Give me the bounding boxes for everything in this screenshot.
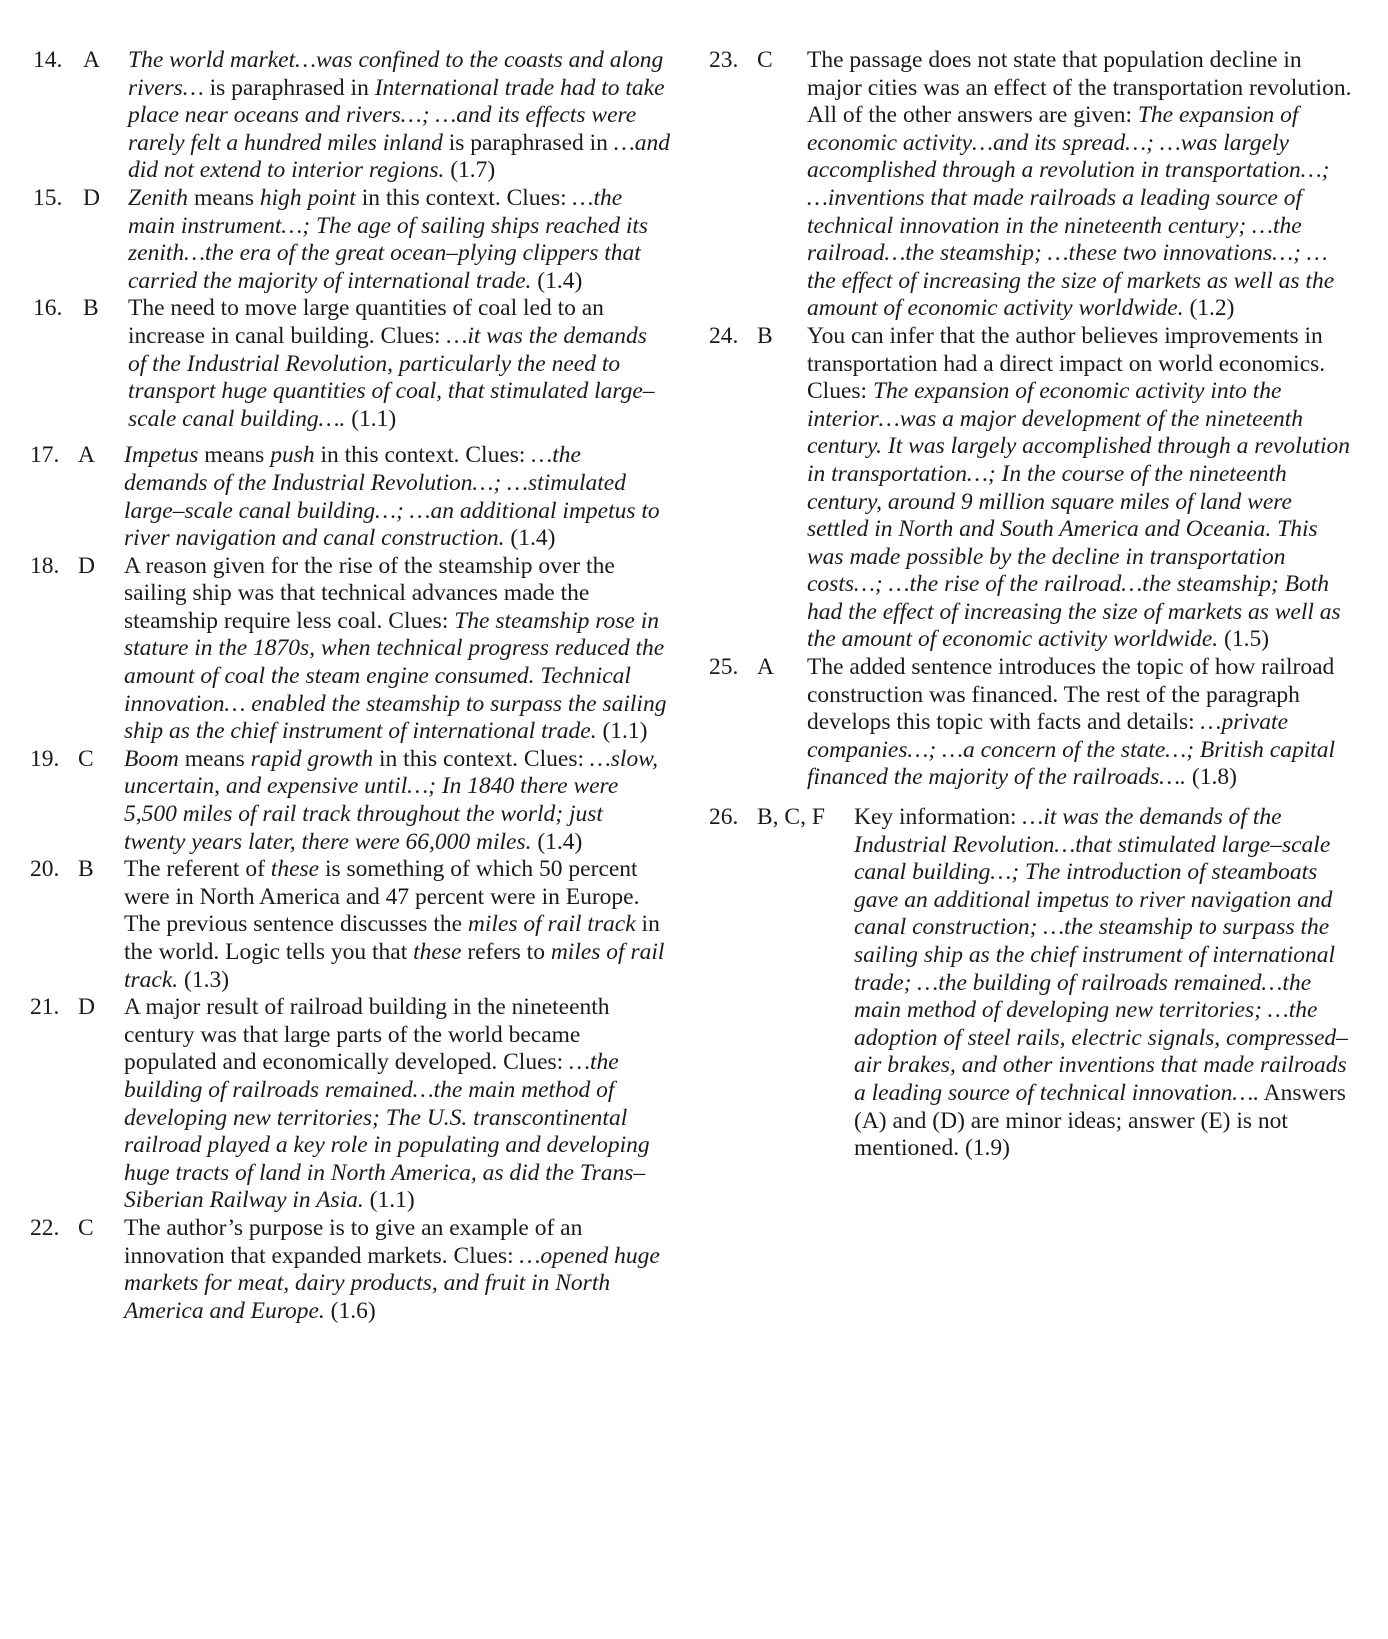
question-number: 26. bbox=[709, 804, 739, 831]
explanation-text bbox=[124, 442, 670, 552]
explanation-text bbox=[128, 47, 670, 185]
answer-letter: D bbox=[78, 552, 95, 579]
question-number: 22. bbox=[30, 1214, 60, 1241]
question-number: 16. bbox=[33, 295, 63, 322]
explanation-segment: (1.5) bbox=[1218, 626, 1270, 653]
quoted-clue-text: these bbox=[413, 939, 462, 965]
quoted-clue-text: miles of rail track. bbox=[124, 939, 665, 993]
answer-letter: B bbox=[83, 295, 99, 322]
question-number: 14. bbox=[33, 47, 63, 73]
explanation-segment: (1.6) bbox=[324, 1297, 376, 1324]
question-number: 20. bbox=[30, 856, 60, 883]
quoted-clue-text: Zenith bbox=[128, 184, 189, 211]
question-number: 19. bbox=[30, 745, 60, 772]
explanation-segment: (1.4) bbox=[531, 828, 583, 855]
answer-letter: B bbox=[78, 856, 94, 883]
explanation-text bbox=[124, 746, 670, 856]
question-number: 15. bbox=[33, 184, 63, 211]
answer-letter: D bbox=[83, 184, 100, 211]
question-number: 17. bbox=[30, 442, 60, 469]
explanation-segment: (1.4) bbox=[504, 525, 556, 552]
explanation-segment: is something of which 50 percent were in North America and 47 percent were in Europe. The previous sentence discusses the bbox=[124, 856, 640, 938]
quoted-clue-text: …the building of railroads remained…the main method of developing new territories; The U.S. transcontinental railroad played a key role in populating and developing huge tracts of land in North America, as did the Trans–Siberian Railway in Asia. bbox=[124, 1049, 650, 1214]
explanation-segment: (1.2) bbox=[1183, 295, 1235, 322]
answer-item-17 bbox=[30, 442, 670, 552]
quoted-clue-text: Impetus bbox=[124, 442, 199, 469]
explanation-segment: The need to move large quantities of coal led to an increase in canal building. Clues: bbox=[128, 295, 604, 349]
explanation-segment: The added sentence introduces the topic of how railroad construction was financed. The rest of the paragraph develops this topic with facts and details: bbox=[807, 654, 1335, 736]
answer-item-19 bbox=[30, 746, 670, 856]
answer-letter: A bbox=[83, 47, 100, 73]
quoted-clue-text: International trade had to take place near oceans and rivers…; …and its effects were rarely felt a hundred miles inland bbox=[128, 74, 665, 156]
quoted-clue-text: …and did not extend to interior regions. bbox=[128, 129, 670, 184]
answer-item-18 bbox=[30, 553, 670, 746]
quoted-clue-text: The world market…was confined to the coasts and along rivers… bbox=[128, 47, 664, 101]
explanation-text bbox=[854, 804, 1354, 1163]
answer-item-22 bbox=[30, 1215, 670, 1325]
explanation-segment: (1.8) bbox=[1186, 764, 1237, 791]
explanation-segment: Answers (A) and (D) are minor ideas; answer (E) is not mentioned. (1.9) bbox=[854, 1079, 1346, 1162]
explanation-segment: (1.1) bbox=[345, 405, 397, 432]
explanation-segment: A major result of railroad building in the nineteenth century was that large parts of the world became populated and economically developed. Clues: bbox=[124, 994, 610, 1076]
answer-letter: B bbox=[757, 322, 773, 349]
answer-letter: B, C, F bbox=[757, 804, 825, 831]
explanation-segment: The author’s purpose is to give an example of an innovation that expanded markets. Clues: bbox=[124, 1214, 583, 1269]
explanation-segment: (1.1) bbox=[363, 1187, 415, 1214]
question-number: 21. bbox=[30, 994, 60, 1021]
answer-item-15 bbox=[30, 185, 670, 295]
quoted-clue-text: Boom bbox=[124, 745, 179, 772]
quoted-clue-text: rapid growth bbox=[250, 745, 374, 772]
quoted-clue-text: high point bbox=[259, 184, 356, 211]
answer-letter: C bbox=[78, 745, 94, 772]
explanation-segment: (1.7) bbox=[444, 157, 496, 184]
quoted-clue-text: …the main instrument…; The age of sailing ships reached its zenith…the era of the great ocean–plying clippers that carried the majority of international trade. bbox=[128, 184, 649, 294]
explanation-segment: in this context. Clues: bbox=[355, 184, 573, 211]
answer-letter: C bbox=[78, 1214, 94, 1241]
answer-item-25 bbox=[709, 654, 1354, 792]
explanation-segment: refers to bbox=[461, 939, 551, 965]
question-number: 18. bbox=[30, 552, 60, 579]
quoted-clue-text: push bbox=[270, 442, 315, 469]
quoted-clue-text: …it was the demands of the Industrial Revolution, particularly the need to transport huge quantities of coal, that stimulated large–scale canal building…. bbox=[128, 322, 655, 432]
answer-letter: A bbox=[757, 654, 774, 681]
explanation-segment: in this context. Clues: bbox=[373, 745, 590, 772]
explanation-segment: means bbox=[178, 745, 251, 772]
explanation-segment: Key information: bbox=[854, 804, 1023, 831]
explanation-segment: is paraphrased in bbox=[203, 74, 375, 101]
question-number: 24. bbox=[709, 322, 739, 349]
explanation-segment: (1.4) bbox=[531, 267, 583, 294]
explanation-segment: is paraphrased in bbox=[442, 129, 614, 156]
left-answer-column bbox=[30, 47, 670, 1325]
explanation-text bbox=[124, 856, 670, 994]
explanation-segment: means bbox=[198, 442, 271, 469]
quoted-clue-text: …opened huge markets for meat, dairy products, and fruit in North America and Europe. bbox=[124, 1242, 660, 1324]
explanation-segment: The referent of bbox=[124, 856, 271, 883]
answer-letter: C bbox=[757, 47, 773, 73]
quoted-clue-text: …slow, uncertain, and expensive until…; In 1840 there were 5,500 miles of rail track throughout the world; just twenty years later, there were 66,000 miles. bbox=[124, 745, 658, 855]
right-answer-column bbox=[709, 47, 1354, 1163]
explanation-segment: (1.1) bbox=[596, 718, 648, 745]
explanation-text bbox=[124, 994, 670, 1215]
answer-letter: D bbox=[78, 994, 95, 1021]
explanation-segment: (1.3) bbox=[178, 966, 230, 993]
quoted-clue-text: …it was the demands of the Industrial Revolution…that stimulated large–scale canal building…; The introduction of steamboats gave an additional impetus to river navigation and canal construction; …the steamship to surpass the sailing ship as the chief instrument of international trade; …the building of railroads remained…the main method of developing new territories; …the adoption of steel rails, electric signals, compressed–air brakes, and other inventions that made railroads a leading source of technical innovation…. bbox=[854, 804, 1348, 1106]
quoted-clue-text: miles of rail track bbox=[467, 911, 636, 938]
explanation-text bbox=[128, 295, 670, 433]
explanation-segment: A reason given for the rise of the steamship over the sailing ship was that technical advances made the steamship require less coal. Clues: bbox=[124, 552, 615, 634]
quoted-clue-text: The expansion of economic activity into the interior…was a major development of the nineteenth century. It was largely accomplished through a revolution in transportation…; In the course of the nineteenth century, around 9 million square miles of land were settled in North and South America and Oceania. This was made possible by the decline in transportation costs…; …the rise of the railroad…the steamship; Both had the effect of increasing the size of markets as well as the amount of economic activity worldwide. bbox=[807, 378, 1351, 653]
answer-item-23 bbox=[709, 47, 1354, 323]
explanation-text bbox=[807, 47, 1354, 323]
answer-item-26 bbox=[709, 804, 1354, 1163]
quoted-clue-text: …the demands of the Industrial Revolution…; …stimulated large–scale canal building…; …an additional impetus to river navigation and canal construction. bbox=[124, 442, 660, 552]
answer-item-16 bbox=[30, 295, 670, 433]
explanation-text bbox=[124, 1215, 670, 1325]
explanation-segment: The passage does not state that population decline in major cities was an effect of the transportation revolution. All of the other answers are given: bbox=[807, 47, 1352, 129]
explanation-text bbox=[807, 654, 1354, 792]
quoted-clue-text: The steamship rose in stature in the 1870s, when technical progress reduced the amount of coal the steam engine consumed. Technical innovation… enabled the steamship to surpass the sailing ship as the chief instrument of international trade. bbox=[124, 607, 667, 745]
explanation-segment: in the world. Logic tells you that bbox=[124, 911, 660, 965]
answer-item-24 bbox=[709, 323, 1354, 654]
answer-item-14 bbox=[30, 47, 670, 185]
quoted-clue-text: these bbox=[270, 856, 320, 883]
explanation-segment: means bbox=[188, 184, 260, 211]
answer-letter: A bbox=[78, 442, 95, 469]
explanation-segment: You can infer that the author believes improvements in transportation had a direct impact on world economics. Clues: bbox=[807, 322, 1326, 405]
quoted-clue-text: …private companies…; …a concern of the state…; British capital financed the majority of the railroads…. bbox=[807, 709, 1336, 791]
question-number: 23. bbox=[709, 47, 739, 73]
explanation-text bbox=[128, 185, 670, 295]
explanation-segment: in this context. Clues: bbox=[314, 442, 532, 469]
explanation-text bbox=[124, 553, 670, 746]
question-number: 25. bbox=[709, 654, 739, 681]
answer-item-21 bbox=[30, 994, 670, 1215]
explanation-text bbox=[807, 323, 1354, 654]
quoted-clue-text: The expansion of economic activity…and its spread…; …was largely accomplished through a revolution in transportation…; …inventions that made railroads a leading source of technical innovation in the nineteenth century; …the railroad…the steamship; …these two innovations…; …the effect of increasing the size of markets as well as the amount of economic activity worldwide. bbox=[807, 102, 1335, 322]
answer-item-20 bbox=[30, 856, 670, 994]
